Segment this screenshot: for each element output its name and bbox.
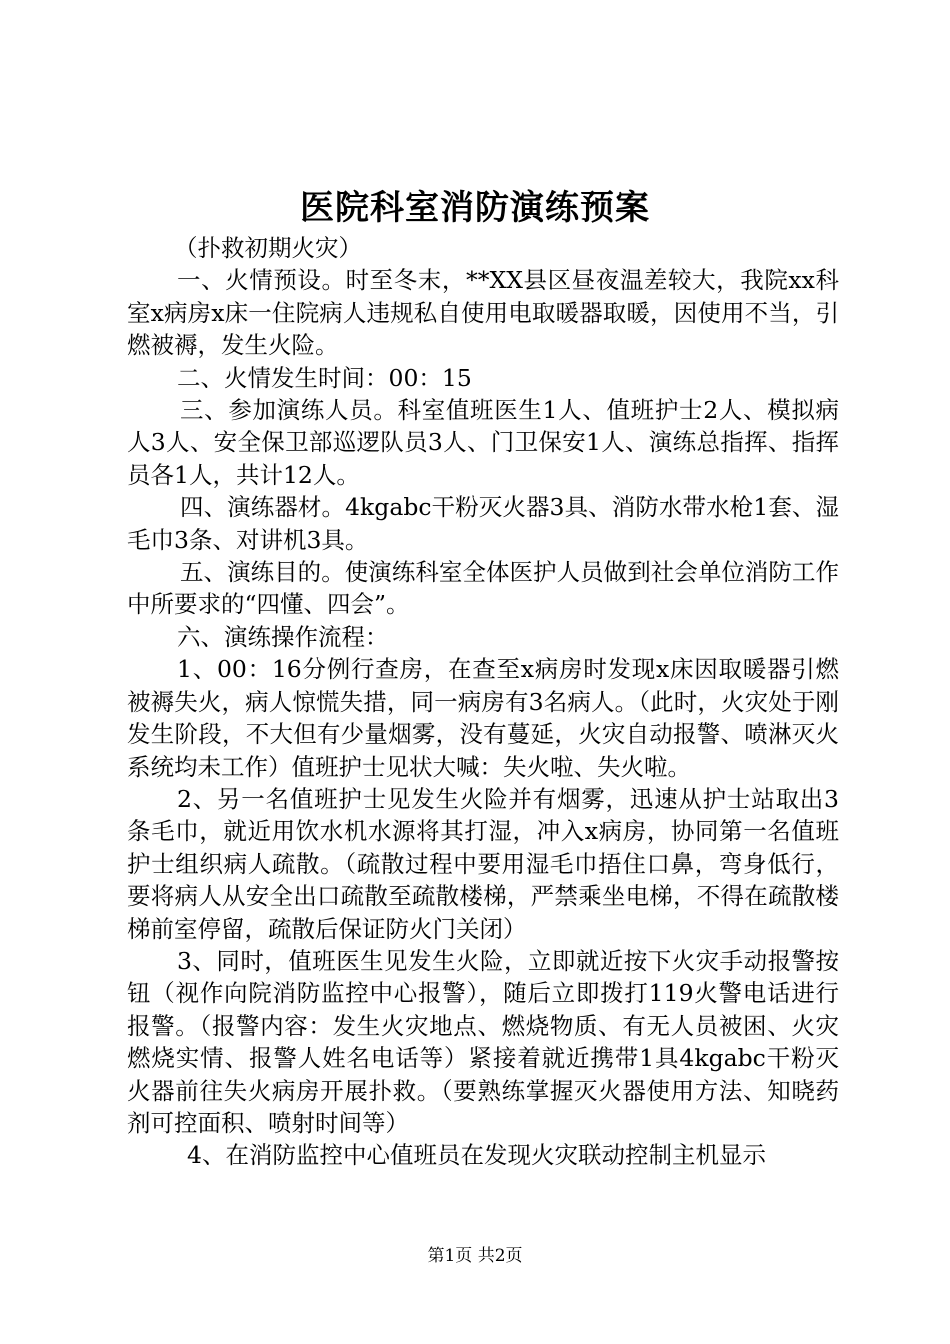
paragraph-purpose: 五、演练目的。使演练科室全体医护人员做到社会单位消防工作中所要求的“四懂、四会”。	[127, 558, 839, 619]
paragraph-step-2: 2、另一名值班护士见发生火险并有烟雾，迅速从护士站取出3条毛巾，就近用饮水机水源将其打湿，冲入x病房，协同第一名值班护士组织病人疏散。（疏散过程中要用湿毛巾捂住口鼻，弯身低行，要将病人从安全出口疏散至疏散楼梯，严禁乘坐电梯，不得在疏散楼梯前室停留，疏散后保证防火门关闭）	[127, 784, 839, 943]
paragraph-fire-time: 二、火情发生时间：00：15	[177, 363, 472, 392]
page-footer: 第1页 共2页	[427, 1246, 523, 1266]
paragraph-step-3: 3、同时，值班医生见发生火险，立即就近按下火灾手动报警按钮（视作向院消防监控中心报警），随后立即拨打119火警电话进行报警。（报警内容：发生火灾地点、燃烧物质、有无人员被困、火灾燃烧实情、报警人姓名电话等）紧接着就近携带1具4kgabc干粉灭火器前往失火病房开展扑救。（要熟练掌握灭火器使用方法、知晓药剂可控面积、喷射时间等）	[127, 946, 839, 1137]
document-body	[127, 232, 839, 1172]
paragraph-participants: 三、参加演练人员。科室值班医生1人、值班护士2人、模拟病人3人、安全保卫部巡逻队员3人、门卫保安1人、演练总指挥、指挥员各1人，共计12人。	[127, 396, 839, 489]
paragraph-step-1: 1、00：16分例行查房，在查至x病房时发现x床因取暖器引燃被褥失火，病人惊慌失措，同一病房有3名病人。（此时，火灾处于刚发生阶段，不大但有少量烟雾，没有蔓延，火灾自动报警、喷淋灭火系统均未工作）值班护士见状大喊：失火啦、失火啦。	[127, 655, 839, 781]
paragraph-subtitle: （扑救初期火灾）	[174, 234, 362, 262]
paragraph-fire-scenario: 一、火情预设。时至冬末，**XX县区昼夜温差较大，我院xx科室x病房x床一住院病人违规私自使用电取暖器取暖，因使用不当，引燃被褥，发生火险。	[127, 266, 839, 360]
document-title: 医院科室消防演练预案	[300, 188, 650, 228]
paragraph-step-4: 4、在消防监控中心值班员在发现火灾联动控制主机显示	[187, 1141, 766, 1170]
paragraph-equipment: 四、演练器材。4kgabc干粉灭火器3具、消防水带水枪1套、湿毛巾3条、对讲机3具。	[127, 493, 839, 554]
paragraph-procedure-heading: 六、演练操作流程：	[177, 622, 389, 651]
